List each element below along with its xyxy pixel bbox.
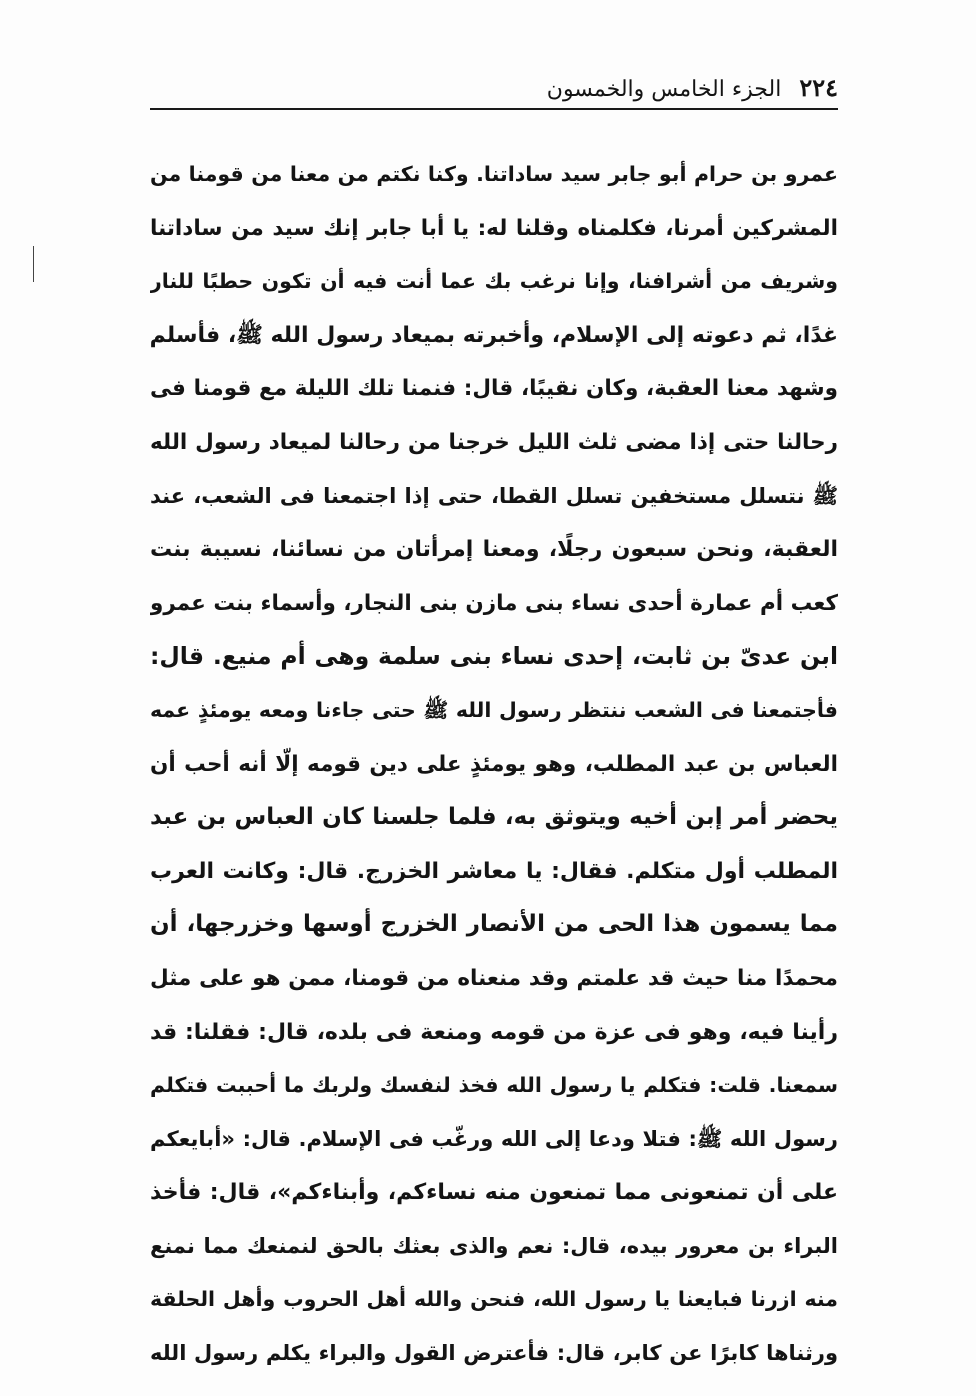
text-line: رسول الله ﷺ: فتلا ودعا إلى الله ورغّب فى الإسلام. قال: «أبايعكم: [150, 1126, 838, 1151]
text-line: المشركين أمرنا، فكلمناه وقلنا له: يا أبا جابر إنك سيد من ساداتنا: [150, 215, 838, 241]
text-line: رأينا فيه، وهو فى عزة من قومه ومنعة فى بلده، قال: فقلنا: قد: [150, 1019, 838, 1045]
text-line: فأجتمعنا فى الشعب ننتظر رسول الله ﷺ حتى جاءنا ومعه يومئذٍ عمه: [150, 697, 838, 722]
text-line: وشهد معنا العقبة، وكان نقيبًا، قال: فنمنا تلك الليلة مع قومنا فى: [150, 376, 838, 402]
running-title: الجزء الخامس والخمسون: [546, 77, 782, 102]
text-line: منه ازرنا فبايعنا يا رسول الله، فنحن والله أهل الحروب وأهل الحلقة: [150, 1287, 838, 1312]
text-line: وشريف من أشرافنا، وإنا نرغب بك عما أنت فيه أن تكون حطبًا للنار: [150, 269, 838, 294]
text-line: غدًا، ثم دعوته إلى الإسلام، وأخبرته بميعاد رسول الله ﷺ، فأسلم: [150, 322, 838, 348]
text-line: ﷺ نتسلل مستخفين تسلل القطا، حتى إذا اجتمعنا فى الشعب، عند: [150, 483, 838, 508]
running-header: [138, 62, 838, 102]
text-line: ابن عدىّ بن ثابت، إحدى نساء بنى سلمة وهى أم منيع. قال:: [150, 642, 838, 671]
text-line: محمدًا منا حيث قد علمتم وقد منعناه من قومنا، ممن هو على مثل: [150, 965, 838, 991]
text-line: العباس بن عبد المطلب، وهو يومئذٍ على دين قومه إلّا أنه أحب أن: [150, 751, 838, 777]
text-line: المطلب أول متكلم. فقال: يا معاشر الخزرج. قال: وكانت العرب: [150, 858, 838, 884]
text-line: العقبة، ونحن سبعون رجلًا، ومعنا إمرأتان من نسائنا، نسيبة بنت: [150, 537, 838, 563]
margin-mark: [33, 246, 34, 282]
text-line: عمرو بن حرام أبو جابر سيد ساداتنا. وكنا نكتم من معنا من قومنا من: [150, 162, 838, 186]
text-line: سمعنا. قلت: فتكلم يا رسول الله فخذ لنفسك ولربك ما أحببت فتكلم: [150, 1073, 838, 1098]
text-line: ورثناها كابرًا عن كابر، قال: فأعترض القول والبراء يكلم رسول الله: [150, 1341, 838, 1366]
header-rule: [150, 108, 838, 110]
body-text: [150, 148, 838, 1381]
text-line: البراء بن معرور بيده، قال: نعم والذى بعثك بالحق لنمنعك مما نمنع: [150, 1233, 838, 1258]
text-line: رحالنا حتى إذا مضى ثلث الليل خرجنا من رحالنا لميعاد رسول الله: [150, 429, 838, 455]
text-line: يحضر أمر إبن أخيه ويتوثق به، فلما جلسنا كان العباس بن عبد: [150, 804, 838, 831]
text-line: مما يسمون هذا الحى من الأنصار الخزرج أوسها وخزرجها، أن: [150, 911, 838, 938]
page-number: ٢٢٤: [799, 73, 838, 102]
text-line: على أن تمنعونى مما تمنعون منه نساءكم، وأبناءكم»، قال: فأخذ: [150, 1180, 838, 1206]
text-line: كعب أم عمارة أحدى نساء بنى مازن بنى النجار، وأسماء بنت عمرو: [150, 590, 838, 616]
